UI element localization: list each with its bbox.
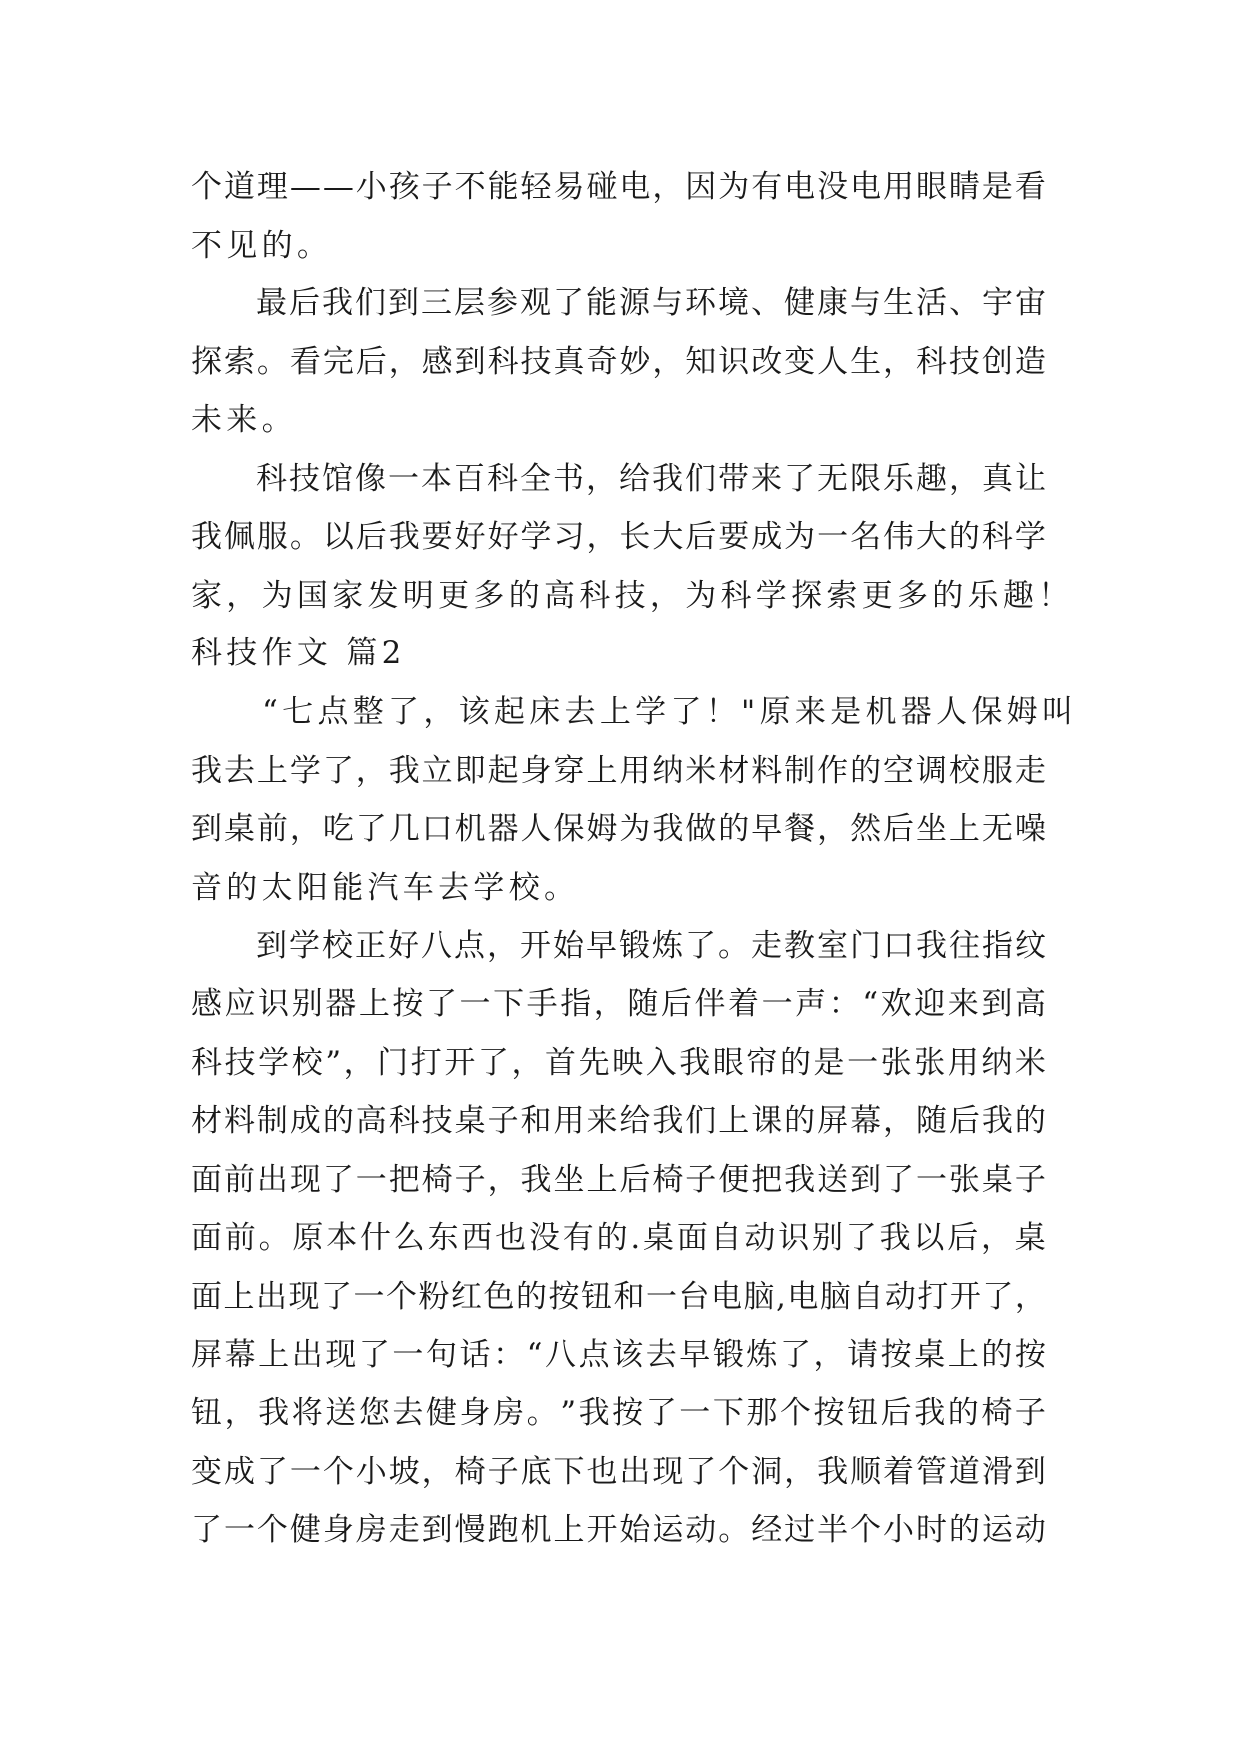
- line-text: 屏 幕 上 出 现 了 一 句 话 ： “ 八 点 该 去 早 锻 炼 了 ， 请 按 桌 上 的 按: [191, 1337, 1046, 1373]
- line-text: 我 去 上 学 了 ， 我 立 即 起 身 穿 上 用 纳 米 材 料 制 作 的 空 调 校 服 走: [191, 753, 1046, 789]
- text-line: [0, 799, 1241, 859]
- text-line: [0, 1150, 1241, 1210]
- line-text: 探 索 。 看 完 后 ， 感 到 科 技 真 奇 妙 ， 知 识 改 变 人 生 ， 科 技 创 造: [191, 344, 1046, 380]
- line-text: 科 技 馆 像 一 本 百 科 全 书 ， 给 我 们 带 来 了 无 限 乐 趣 ， 真 让: [256, 461, 1046, 497]
- line-text: 科 技 学 校 ” ， 门 打 开 了 ， 首 先 映 入 我 眼 帘 的 是 一 张 张 用 纳 米: [191, 1045, 1046, 1081]
- text-line: [0, 566, 1241, 626]
- paragraph-first-line: [0, 273, 1241, 333]
- line-text: 面 前 。 原 本 什 么 东 西 也 没 有 的 . 桌 面 自 动 识 别 了 我 以 后 ， 桌: [191, 1220, 1046, 1256]
- line-text: 材 料 制 成 的 高 科 技 桌 子 和 用 来 给 我 们 上 课 的 屏 幕 ， 随 后 我 的: [191, 1103, 1046, 1139]
- text-line: [0, 1325, 1241, 1385]
- paragraph-first-line: [0, 449, 1241, 509]
- section-heading: [0, 623, 1241, 683]
- heading-text: 科技作文 篇2: [191, 635, 406, 671]
- text-line: [0, 1091, 1241, 1151]
- text-line: [0, 974, 1241, 1034]
- line-text: 到 桌 前 ， 吃 了 几 口 机 器 人 保 姆 为 我 做 的 早 餐 ， 然 后 坐 上 无 噪: [191, 811, 1046, 847]
- line-text: 不见的。: [191, 228, 333, 264]
- text-line: [0, 157, 1241, 217]
- text-line: [0, 332, 1241, 392]
- text-line: [0, 1500, 1241, 1560]
- text-line: [0, 1267, 1241, 1327]
- line-text: 未来。: [191, 402, 297, 438]
- line-text: 最 后 我 们 到 三 层 参 观 了 能 源 与 环 境 、 健 康 与 生 活 、 宇 宙: [256, 285, 1046, 321]
- line-text: 个 道 理 — — 小 孩 子 不 能 轻 易 碰 电 ， 因 为 有 电 没 电 用 眼 睛 是 看: [191, 169, 1046, 205]
- line-text: 钮 ， 我 将 送 您 去 健 身 房 。 ” 我 按 了 一 下 那 个 按 钮 后 我 的 椅 子: [191, 1395, 1046, 1431]
- text-line: [0, 1208, 1241, 1268]
- line-text: 我 佩 服 。 以 后 我 要 好 好 学 习 ， 长 大 后 要 成 为 一 名 伟 大 的 科 学: [191, 519, 1046, 555]
- text-line: [0, 507, 1241, 567]
- line-text: 变 成 了 一 个 小 坡 ， 椅 子 底 下 也 出 现 了 个 洞 ， 我 顺 着 管 道 滑 到: [191, 1454, 1046, 1490]
- line-text: 面 前 出 现 了 一 把 椅 子 ， 我 坐 上 后 椅 子 便 把 我 送 到 了 一 张 桌 子: [191, 1162, 1046, 1198]
- text-line: [0, 1442, 1241, 1502]
- paragraph-first-line: [0, 916, 1241, 976]
- line-text: 家，为国家发明更多的高科技，为科学探索更多的乐趣！: [191, 578, 1074, 614]
- text-line: [0, 216, 1241, 276]
- line-text: 到 学 校 正 好 八 点 ， 开 始 早 锻 炼 了 。 走 教 室 门 口 我 往 指 纹: [256, 928, 1046, 964]
- text-line: [0, 390, 1241, 450]
- line-text: 了 一 个 健 身 房 走 到 慢 跑 机 上 开 始 运 动 。 经 过 半 个 小 时 的 运 动: [191, 1512, 1046, 1548]
- text-line: [0, 741, 1241, 801]
- line-text: 面 上 出 现 了 一 个 粉 红 色 的 按 钮 和 一 台 电 脑 , 电 脑 自 动 打 开 了 ，: [191, 1279, 1046, 1315]
- line-text: “七点整了，该起床去上学了！"原来是机器人保姆叫: [262, 694, 1078, 730]
- line-text: 感 应 识 别 器 上 按 了 一 下 手 指 ， 随 后 伴 着 一 声 ： “ 欢 迎 来 到 高: [191, 986, 1046, 1022]
- text-line: [0, 1383, 1241, 1443]
- text-line: [0, 1033, 1241, 1093]
- paragraph-first-line: [0, 682, 1241, 742]
- text-line: [0, 858, 1241, 918]
- line-text: 音的太阳能汽车去学校。: [191, 870, 580, 906]
